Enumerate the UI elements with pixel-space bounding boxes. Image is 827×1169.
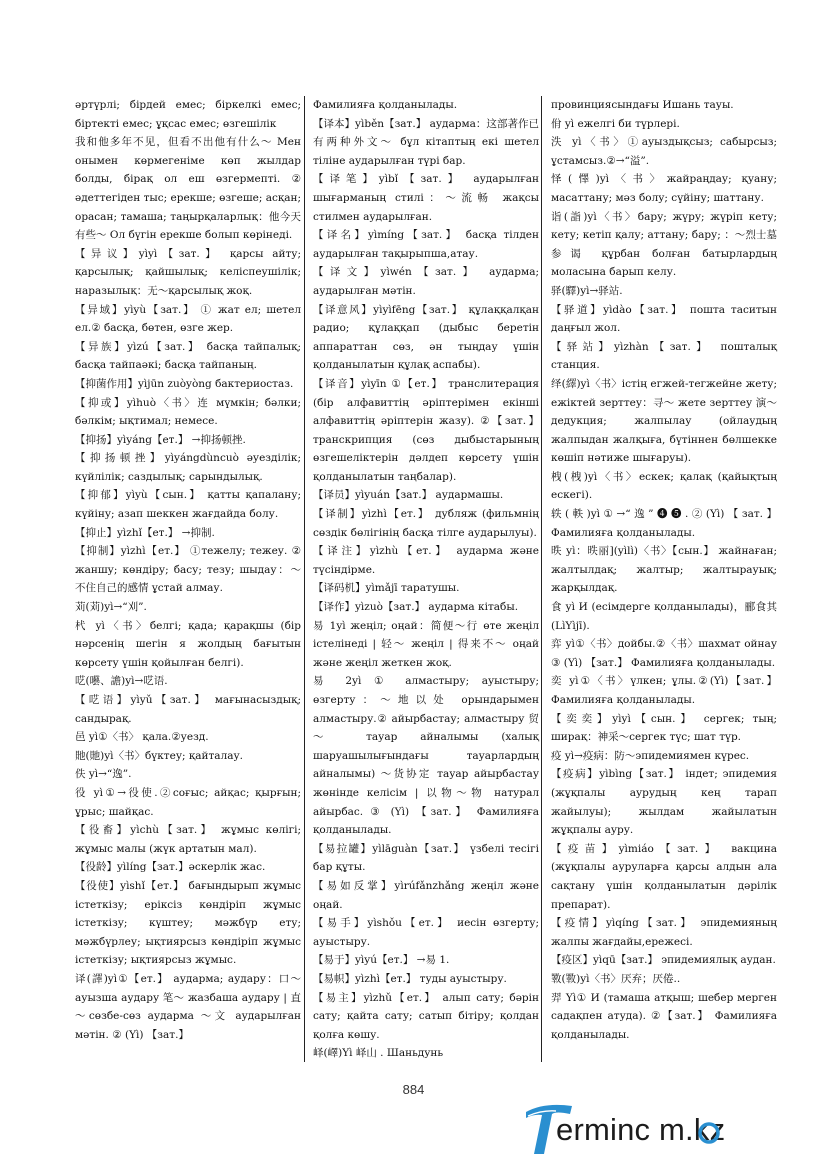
dictionary-entry: 诣(詣)yì〈书〉бару; жүру; жүріп кету; кету; кетіп қалу; аттану; бару; ：～烈士墓参谒 құрбан болған батырлардың моласына барып келу. (551, 210, 777, 279)
dictionary-column-1 (75, 96, 301, 1044)
dictionary-entry: провинциясындағы Ишань тауы. (551, 99, 734, 111)
dictionary-entry: 呓(囈、譫)yì→呓语. (75, 675, 168, 688)
dictionary-entry: 【驿道】yìdào【зат.】 пошта таситын даңғыл жол. (551, 303, 777, 335)
column-divider (304, 96, 305, 1062)
dictionary-entry: 绎(繹)yì〈书〉істің егжей-тегжейне жету; ежіктей зерттеу：寻～ жете зерттеу 演～ дедукция; жалпылау (ойлаудың жалпыдан жалқыға, бүтіннен бөлшекке көшіп нәтиже шығаруы). (551, 377, 777, 465)
dictionary-entry: 貤(貤)yì〈书〉бүктеу; қайталау. (75, 749, 244, 762)
dictionary-entry: 栧(栧)yì〈书〉ескек; қалақ (қайықтың ескегі). (551, 470, 777, 502)
dictionary-entry: 【异域】yìyù【зат.】 ① жат ел; шетел ел.② басқа, бөтен, өзге жер. (75, 303, 301, 335)
dictionary-entry: 斁(斁)yì〈书〉厌弃；厌倦.. (551, 972, 681, 985)
dictionary-entry: 【异族】yìzú【зат.】 басқа тайпалық; басқа тайпаәкі; басқа тайпаның. (75, 340, 301, 372)
terminecom-logo[interactable] (522, 1098, 822, 1158)
dictionary-entry: 弈 yì①〈书〉дойбы.②〈书〉шахмат ойнау ③ (Yì) 【зат.】 Фамилияға қолданылады. (551, 638, 777, 669)
dictionary-entry: 【疫病】yìbìng【зат.】 індет; эпидемия (жұқпалы аурудың кең тарап жайылуы); жылдам жайылатын жұқпалы ауру. (551, 768, 777, 837)
dictionary-entry: 【译注】yìzhù【ет.】 аударма және түсіндірме. (313, 545, 539, 576)
dictionary-entry: 【抑止】yìzhǐ【ет.】 →抑制. (75, 526, 215, 539)
dictionary-entry: 【疫苗】yìmiáo【зат.】 вакцина (жұқпалы ауруларға қарсы алдын ала сақтану үшін қолданылатын дәрілік препарат). (551, 842, 777, 911)
dictionary-entry: 【疫区】yìqū【зат.】 эпидемиялық аудан. (551, 954, 776, 967)
dictionary-entry: әртүрлі; бірдей емес; біркелкі емес; біртекті емес; ұқсас емес; өзгешілік (75, 99, 301, 130)
dictionary-entry: 【译文】yìwén【зат.】 аударма; аударылған мәтін. (313, 266, 539, 297)
page-number: 884 (402, 1082, 425, 1097)
dictionary-entry: 【役畜】yìchù【зат.】 жұмыс көлігі; жұмыс малы (жүк артатын мал). (75, 824, 301, 855)
column-divider (541, 96, 542, 1062)
dictionary-entry: 【驿站】yìzhàn【зат.】 пошталық станция. (551, 340, 777, 372)
dictionary-entry: 【疫情】yìqíng【зат.】 эпидемияның жалпы жағдайы,ережесі. (551, 917, 777, 948)
dictionary-entry: 佾 yì ежелгі би түрлері. (551, 117, 680, 130)
dictionary-entry: 我和他多年不见，但看不出他有什么～ Мен онымен көрмегеніме көп жылдар болды, бірақ ол еш өзгермепті. ② әдеттегіден тыс; ерекше; өзгеше; асқан; орасан; тамаша; таңырқаларлық：他今天有些～ Ол бүгін ерекше болып көрінеді. (75, 136, 301, 242)
dictionary-entry: 【奕奕】yìyì【сын.】 сергек; тың; ширақ：神采～сергек түс; шат түр. (551, 712, 777, 744)
dictionary-entry: 驿(驛)yì→驿站. (551, 284, 623, 297)
dictionary-entry: 【易手】yìshǒu【ет.】 иесін өзгерту; ауыстыру. (313, 917, 539, 948)
dictionary-entry: 易 2yì ① алмастыру; ауыстыру; өзгерту：～地以处 орындарымен алмастыру.② айырбастау; алмастыру 贸～ тауар айналымы (халық шаруашылығындағы тауарлардың айналымы) ～货协定 тауар айырбастау жөнінде келісім | 以物～物 натурал айырбас. ③ (Yì) 【зат.】 Фамилияға қолданылады. (313, 675, 539, 837)
dictionary-entry: 【易帜】yìzhì【ет.】 туды ауыстыру. (313, 972, 507, 985)
dictionary-entry: 【译制】yìzhì【ет.】 дубляж (фильмнің сөздік бөлігінің басқа тілге аударылуы). (313, 508, 539, 539)
dictionary-entry: 【易如反掌】yìrúfǎnzhǎng жеңіл және оңай. (313, 879, 539, 911)
dictionary-entry: 佚 yì→“逸”. (75, 768, 132, 781)
dictionary-entry: 苅(苅)yì→“刈”. (75, 601, 147, 614)
dictionary-entry: 食 yì И (есімдерге қолданылады)，郦食其(LìYìjī). (551, 601, 777, 632)
dictionary-entry: 【呓语】yìyǔ【зат.】 мағынасыздық; сандырақ. (75, 694, 301, 725)
dictionary-entry: 【抑扬】yìyáng【ет.】 →抑扬顿挫. (75, 433, 246, 446)
dictionary-entry: 【易于】yìyú【ет.】 →易 1. (313, 954, 450, 967)
dictionary-entry: 羿 Yì① И (тамаша атқыш; шебер мерген садақпен атуда). ②【зат.】 Фамилияға қолданылады. (551, 991, 777, 1041)
dictionary-entry: 【役龄】yìlíng【зат.】әскерлік жас. (75, 861, 266, 874)
logo-text: erminc m.kz (556, 1112, 726, 1147)
dictionary-entry: 【译音】yìyīn ①【ет.】 транслитерация (бір алфавиттің әріптерімен екінші алфавиттің әріптерін жазу). ②【зат.】 транскрипция (сөз дыбыстарының өзгешеліктерін дәлдеп көрсету үшін қолданылатын таңбалар). (313, 377, 539, 483)
dictionary-entry: 【抑扬顿挫】yìyángdùncuò әуезділік; күйлілік; саздылық; сарындылық. (75, 452, 301, 483)
dictionary-entry: 役 yì①→役使.②соғыс; айқас; қырғын; ұрыс; шайқас. (75, 786, 301, 818)
dictionary-entry: 【抑或】yìhuò〈书〉连 мүмкін; бәлки; бәлкім; ықтимал; немесе. (75, 396, 301, 428)
dictionary-entry: 邑 yì①〈书〉 қала.②уезд. (75, 731, 209, 744)
dictionary-entry: 怿(懌)yì〈书〉жайраңдау; қуану; масаттану; мәз болу; сүйіну; шаттану. (551, 173, 777, 204)
dictionary-entry: 【译码机】yìmǎjī тарату​шы. (313, 582, 460, 595)
dictionary-entry: 轶(軼)yì①→“逸”❹❺.②(Yì)【зат.】 Фамилияға қолданылады. (551, 508, 777, 539)
o-ring-icon (696, 1120, 722, 1146)
dictionary-entry: 易 1yì жеңіл; оңай：简便～行 өте жеңіл істелінеді | 轻～ жеңіл | 得来不～ оңай және жеңіл жеткен жоқ. (313, 619, 539, 669)
dictionary-entry: 【译意风】yìyìfēng【зат.】 құлаққалқан радио; құлаққап (дыбыс беретін аппараттан сөз, ән тыңдау үшін қолданылатын құлақ аспабы). (313, 303, 539, 372)
dictionary-entry: 奕 yì①〈书〉үлкен; ұлы.②(Yì)【зат.】 Фамилияға қолданылады. (551, 675, 777, 706)
dictionary-entry: 疫 yì→疫病：防～эпидемиямен күрес. (551, 749, 750, 762)
dictionary-entry: 译(譯)yì①【ет.】 аударма; аудару：口～ ауызша аудару 笔～ жазбаша аудару | 直～сөзбе-сөз аударма ～文 аударылған мәтін. ② (Yì) 【зат.】 (75, 972, 301, 1041)
dictionary-entry: 昳 yì：昳丽](yìlì)〈书〉【сын.】 жайнаған; жалтылдақ; жалтыр; жалтырауық; жарқылдақ. (551, 545, 777, 595)
dictionary-entry: 【异议】yìyì【зат.】 қарсы айту; қарсылық; қайшылық; келіспеушілік; наразылық：无～қарсылық жоқ. (75, 247, 301, 297)
dictionary-entry: Фамилияға қолданылады. (313, 99, 458, 111)
dictionary-entry: 【易拉罐】yìlāguàn【зат.】 үзбелі тесігі бар құты. (313, 842, 539, 874)
dictionary-entry: 【抑制】yìzhì【ет.】 ①тежелу; тежеу. ② жаншу; көндіру; басу; тезу; шыдау：～不住自己的感情 ұстай алмау. (75, 545, 301, 595)
dictionary-entry: 【译笔】yìbǐ【зат.】 аударылған шығарманың стилі：～流畅 жақсы стилмен аударылған. (313, 173, 539, 223)
dictionary-column-3 (551, 96, 777, 1044)
dictionary-entry: 【役使】yìshǐ【ет.】 бағындырып жұмыс істеткізу; еріксіз көндіріп жұмыс істеткізу; күштеу; мәжбүр ету; мәжбүрлеу; ықтиярсыз көндіріп жұмыс істеткізу; ықтиярсыз жұмыс. (75, 879, 301, 967)
dictionary-entry: 峄(嶧)Yì 峄山 . Шаньдунь (313, 1047, 444, 1060)
dictionary-entry: 杙 yì〈书〉белгі; қада; қарақшы (бір нәрсенің шегін я жолдың бағытын көрсету үшін қойылған белгі). (75, 619, 301, 669)
dictionary-entry: 【易主】yìzhǔ【ет.】 алып сату; бәрін сату; қайта сату; сатып бітіру; қолдан қолға көшу. (313, 991, 539, 1041)
dictionary-entry: 【抑郁】yìyù【сын.】 қатты қапалану; күйіну; азап шеккен жағдайда болу. (75, 489, 301, 521)
dictionary-entry: 泆 yì〈书〉①ауыздықсыз; сабырсыз; ұстамсыз.②→“溢”. (551, 136, 777, 167)
dictionary-entry: 【译名】yìmíng【зат.】 басқа тілден аударылған тақырыпша,атау. (313, 229, 539, 260)
dictionary-entry: 【抑菌作用】yìjūn zuòyòng бактериостаз. (75, 377, 294, 390)
dictionary-column-2 (313, 96, 539, 1063)
dictionary-entry: 【译作】yìzuò【зат.】 аударма кітабы. (313, 601, 519, 614)
dictionary-entry: 【译员】yìyuán【зат.】 аудармашы. (313, 489, 504, 502)
dictionary-entry: 【译本】yìběn【зат.】 аударма：这部著作已有两种外文～ бұл кітаптың екі шетел тіліне аударылған түрі бар. (313, 117, 539, 167)
